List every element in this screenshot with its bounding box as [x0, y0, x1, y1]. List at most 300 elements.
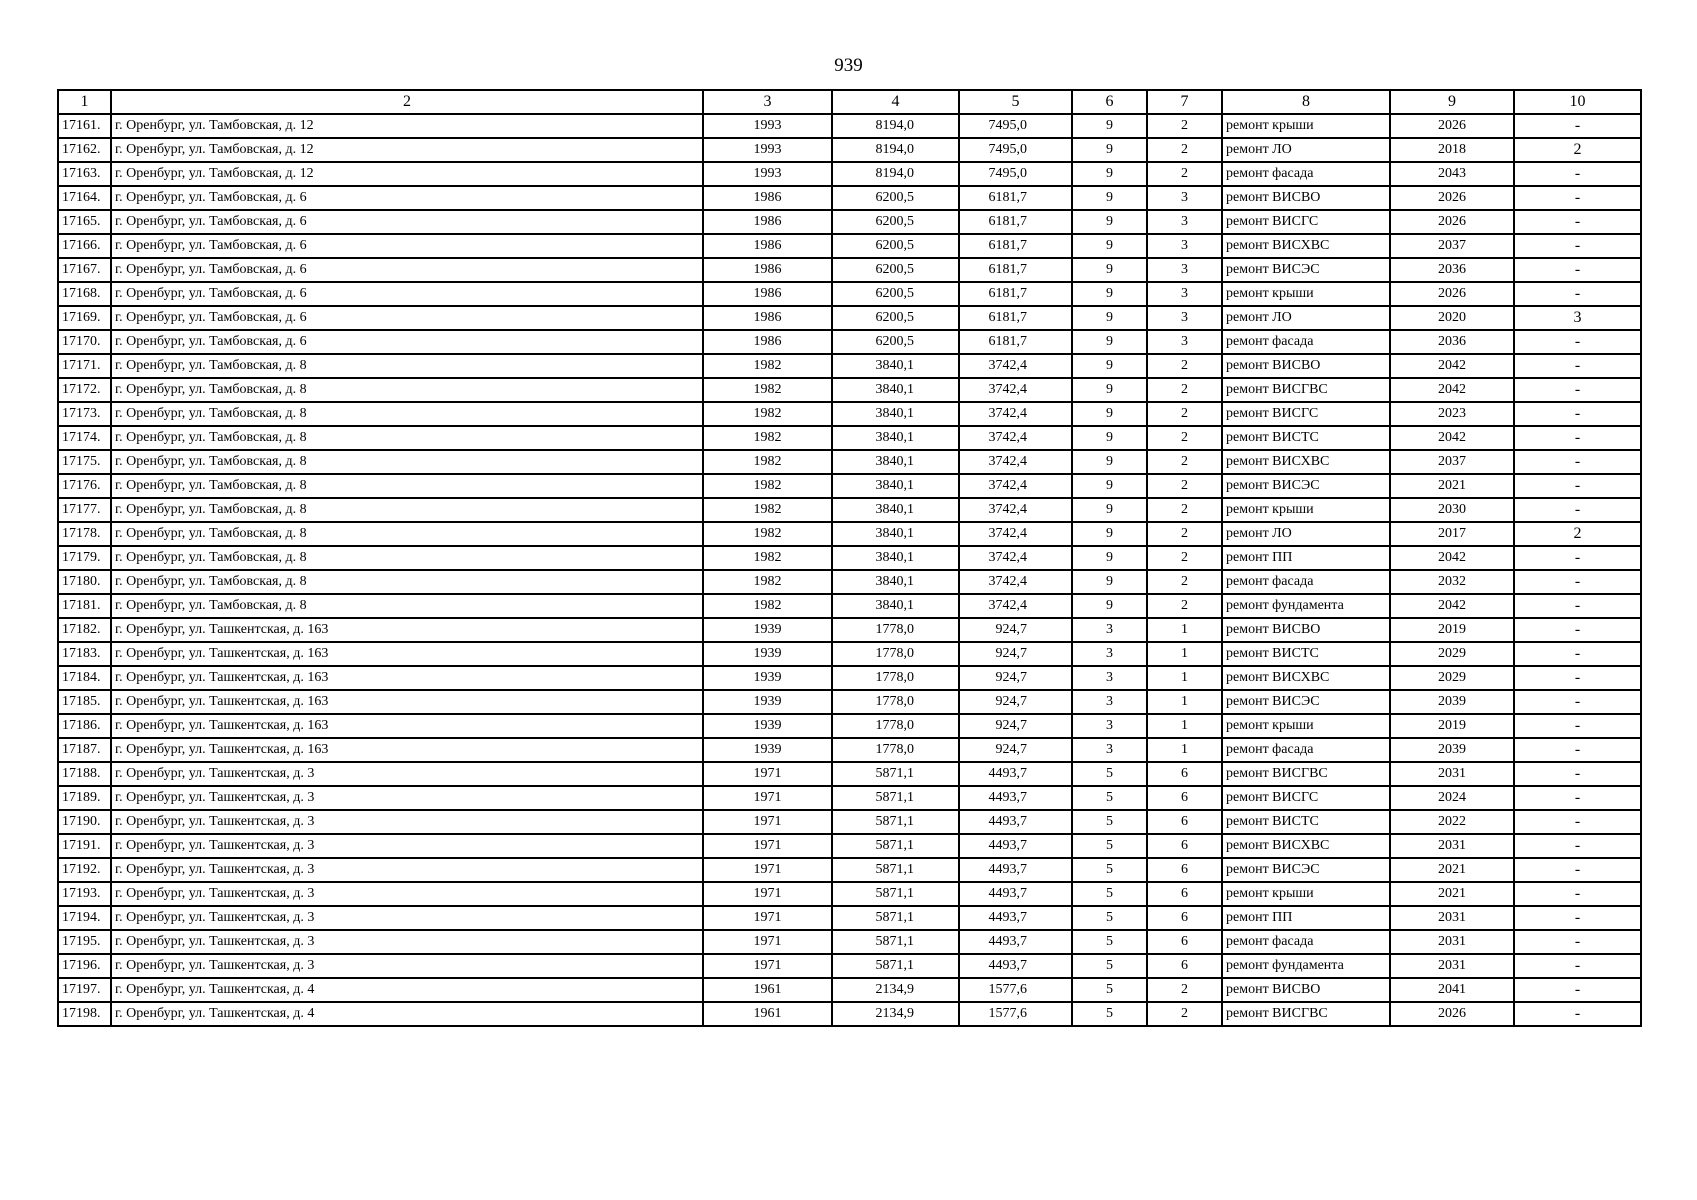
cell-living-area: 3742,4: [959, 378, 1072, 402]
table-body: [58, 114, 1641, 1026]
cell-total-area: 1778,0: [832, 642, 959, 666]
table-row: [58, 906, 1641, 930]
cell-year-built: 1986: [703, 306, 832, 330]
cell-address: г. Оренбург, ул. Ташкентская, д. 3: [111, 930, 703, 954]
cell-total-area: 3840,1: [832, 426, 959, 450]
cell-year-built: 1939: [703, 690, 832, 714]
cell-year-built: 1986: [703, 210, 832, 234]
cell-work-type: ремонт ВИСГВС: [1222, 378, 1390, 402]
cell-row-number: 17181.: [58, 594, 111, 618]
cell-work-type: ремонт ЛО: [1222, 522, 1390, 546]
cell-row-number: 17168.: [58, 282, 111, 306]
cell-row-number: 17185.: [58, 690, 111, 714]
table-row: [58, 594, 1641, 618]
cell-floors: 5: [1072, 954, 1147, 978]
cell-year-built: 1939: [703, 642, 832, 666]
cell-work-type: ремонт ВИСХВС: [1222, 834, 1390, 858]
cell-address: г. Оренбург, ул. Тамбовская, д. 12: [111, 114, 703, 138]
cell-column-10: -: [1514, 618, 1641, 642]
cell-total-area: 5871,1: [832, 930, 959, 954]
cell-column-10: -: [1514, 378, 1641, 402]
cell-planned-year: 2031: [1390, 906, 1514, 930]
cell-year-built: 1971: [703, 930, 832, 954]
cell-row-number: 17196.: [58, 954, 111, 978]
cell-total-area: 6200,5: [832, 306, 959, 330]
cell-floors: 5: [1072, 906, 1147, 930]
table-header-row: [58, 90, 1641, 114]
cell-floors: 9: [1072, 546, 1147, 570]
cell-floors: 3: [1072, 642, 1147, 666]
cell-living-area: 7495,0: [959, 114, 1072, 138]
cell-floors: 9: [1072, 282, 1147, 306]
cell-entrances: 2: [1147, 522, 1222, 546]
cell-work-type: ремонт фасада: [1222, 738, 1390, 762]
cell-entrances: 6: [1147, 858, 1222, 882]
cell-living-area: 3742,4: [959, 474, 1072, 498]
cell-work-type: ремонт ВИСЭС: [1222, 258, 1390, 282]
cell-address: г. Оренбург, ул. Ташкентская, д. 3: [111, 834, 703, 858]
cell-work-type: ремонт ВИСВО: [1222, 354, 1390, 378]
cell-total-area: 1778,0: [832, 618, 959, 642]
cell-column-10: -: [1514, 234, 1641, 258]
cell-column-10: -: [1514, 258, 1641, 282]
cell-planned-year: 2041: [1390, 978, 1514, 1002]
cell-planned-year: 2039: [1390, 690, 1514, 714]
cell-living-area: 6181,7: [959, 330, 1072, 354]
cell-address: г. Оренбург, ул. Ташкентская, д. 163: [111, 618, 703, 642]
table-row: [58, 210, 1641, 234]
cell-row-number: 17179.: [58, 546, 111, 570]
table-row: [58, 930, 1641, 954]
table-row: [58, 402, 1641, 426]
cell-floors: 9: [1072, 162, 1147, 186]
cell-work-type: ремонт крыши: [1222, 498, 1390, 522]
cell-entrances: 2: [1147, 162, 1222, 186]
cell-planned-year: 2043: [1390, 162, 1514, 186]
table-row: [58, 162, 1641, 186]
cell-row-number: 17192.: [58, 858, 111, 882]
cell-floors: 9: [1072, 498, 1147, 522]
cell-planned-year: 2023: [1390, 402, 1514, 426]
cell-entrances: 3: [1147, 210, 1222, 234]
cell-address: г. Оренбург, ул. Тамбовская, д. 6: [111, 210, 703, 234]
table-row: [58, 834, 1641, 858]
cell-entrances: 2: [1147, 354, 1222, 378]
cell-column-10: -: [1514, 570, 1641, 594]
cell-living-area: 3742,4: [959, 570, 1072, 594]
cell-total-area: 3840,1: [832, 402, 959, 426]
cell-living-area: 3742,4: [959, 522, 1072, 546]
cell-planned-year: 2036: [1390, 330, 1514, 354]
cell-year-built: 1939: [703, 714, 832, 738]
cell-planned-year: 2031: [1390, 762, 1514, 786]
cell-floors: 9: [1072, 210, 1147, 234]
cell-work-type: ремонт ВИСХВС: [1222, 450, 1390, 474]
cell-work-type: ремонт ВИСГВС: [1222, 1002, 1390, 1026]
cell-floors: 9: [1072, 450, 1147, 474]
cell-living-area: 924,7: [959, 738, 1072, 762]
cell-planned-year: 2042: [1390, 546, 1514, 570]
cell-entrances: 6: [1147, 762, 1222, 786]
cell-row-number: 17170.: [58, 330, 111, 354]
table-row: [58, 330, 1641, 354]
cell-column-10: -: [1514, 354, 1641, 378]
cell-row-number: 17186.: [58, 714, 111, 738]
cell-entrances: 3: [1147, 234, 1222, 258]
cell-work-type: ремонт ВИСВО: [1222, 978, 1390, 1002]
table-row: [58, 978, 1641, 1002]
cell-work-type: ремонт ЛО: [1222, 306, 1390, 330]
table-row: [58, 282, 1641, 306]
cell-row-number: 17166.: [58, 234, 111, 258]
cell-work-type: ремонт фасада: [1222, 330, 1390, 354]
table-row: [58, 570, 1641, 594]
cell-total-area: 8194,0: [832, 162, 959, 186]
cell-address: г. Оренбург, ул. Тамбовская, д. 8: [111, 546, 703, 570]
cell-total-area: 3840,1: [832, 378, 959, 402]
cell-total-area: 5871,1: [832, 786, 959, 810]
cell-work-type: ремонт ВИСХВС: [1222, 666, 1390, 690]
cell-address: г. Оренбург, ул. Тамбовская, д. 8: [111, 498, 703, 522]
cell-planned-year: 2021: [1390, 474, 1514, 498]
cell-entrances: 1: [1147, 714, 1222, 738]
cell-year-built: 1993: [703, 162, 832, 186]
column-header-10: 10: [1514, 90, 1641, 114]
cell-column-10: -: [1514, 1002, 1641, 1026]
cell-year-built: 1939: [703, 666, 832, 690]
cell-living-area: 7495,0: [959, 162, 1072, 186]
cell-year-built: 1993: [703, 114, 832, 138]
cell-floors: 9: [1072, 378, 1147, 402]
cell-address: г. Оренбург, ул. Тамбовская, д. 6: [111, 282, 703, 306]
cell-year-built: 1971: [703, 954, 832, 978]
column-header-9: 9: [1390, 90, 1514, 114]
cell-entrances: 6: [1147, 930, 1222, 954]
cell-floors: 9: [1072, 306, 1147, 330]
cell-column-10: -: [1514, 930, 1641, 954]
cell-year-built: 1971: [703, 810, 832, 834]
cell-entrances: 1: [1147, 738, 1222, 762]
table-row: [58, 378, 1641, 402]
cell-entrances: 2: [1147, 570, 1222, 594]
cell-entrances: 2: [1147, 474, 1222, 498]
cell-address: г. Оренбург, ул. Тамбовская, д. 8: [111, 594, 703, 618]
cell-address: г. Оренбург, ул. Тамбовская, д. 8: [111, 354, 703, 378]
cell-living-area: 3742,4: [959, 546, 1072, 570]
cell-floors: 9: [1072, 354, 1147, 378]
cell-address: г. Оренбург, ул. Ташкентская, д. 3: [111, 954, 703, 978]
cell-row-number: 17195.: [58, 930, 111, 954]
cell-column-10: -: [1514, 906, 1641, 930]
cell-year-built: 1971: [703, 834, 832, 858]
cell-planned-year: 2019: [1390, 618, 1514, 642]
cell-row-number: 17162.: [58, 138, 111, 162]
cell-column-10: -: [1514, 162, 1641, 186]
cell-total-area: 2134,9: [832, 1002, 959, 1026]
cell-floors: 5: [1072, 786, 1147, 810]
cell-address: г. Оренбург, ул. Тамбовская, д. 12: [111, 162, 703, 186]
cell-work-type: ремонт фасада: [1222, 162, 1390, 186]
cell-living-area: 4493,7: [959, 882, 1072, 906]
column-header-6: 6: [1072, 90, 1147, 114]
cell-living-area: 924,7: [959, 666, 1072, 690]
cell-planned-year: 2031: [1390, 930, 1514, 954]
table-row: [58, 186, 1641, 210]
cell-row-number: 17164.: [58, 186, 111, 210]
cell-year-built: 1982: [703, 426, 832, 450]
table-row: [58, 714, 1641, 738]
cell-planned-year: 2036: [1390, 258, 1514, 282]
cell-column-10: -: [1514, 426, 1641, 450]
cell-total-area: 5871,1: [832, 906, 959, 930]
cell-column-10: -: [1514, 810, 1641, 834]
repair-registry-table: [57, 89, 1642, 1027]
cell-planned-year: 2029: [1390, 666, 1514, 690]
cell-floors: 5: [1072, 978, 1147, 1002]
cell-entrances: 2: [1147, 114, 1222, 138]
cell-row-number: 17173.: [58, 402, 111, 426]
cell-address: г. Оренбург, ул. Тамбовская, д. 8: [111, 570, 703, 594]
cell-work-type: ремонт ВИСВО: [1222, 618, 1390, 642]
cell-column-10: -: [1514, 594, 1641, 618]
cell-row-number: 17161.: [58, 114, 111, 138]
cell-column-10: -: [1514, 498, 1641, 522]
cell-planned-year: 2026: [1390, 282, 1514, 306]
cell-work-type: ремонт ВИСХВС: [1222, 234, 1390, 258]
table-row: [58, 138, 1641, 162]
cell-row-number: 17169.: [58, 306, 111, 330]
cell-total-area: 5871,1: [832, 954, 959, 978]
table-row: [58, 426, 1641, 450]
cell-address: г. Оренбург, ул. Тамбовская, д. 8: [111, 426, 703, 450]
cell-total-area: 3840,1: [832, 570, 959, 594]
table-row: [58, 666, 1641, 690]
cell-row-number: 17163.: [58, 162, 111, 186]
cell-address: г. Оренбург, ул. Ташкентская, д. 3: [111, 810, 703, 834]
cell-living-area: 3742,4: [959, 498, 1072, 522]
cell-year-built: 1971: [703, 858, 832, 882]
cell-year-built: 1993: [703, 138, 832, 162]
cell-total-area: 2134,9: [832, 978, 959, 1002]
cell-row-number: 17183.: [58, 642, 111, 666]
cell-planned-year: 2022: [1390, 810, 1514, 834]
cell-work-type: ремонт крыши: [1222, 282, 1390, 306]
cell-column-10: -: [1514, 402, 1641, 426]
cell-row-number: 17193.: [58, 882, 111, 906]
cell-column-10: -: [1514, 330, 1641, 354]
cell-address: г. Оренбург, ул. Тамбовская, д. 6: [111, 234, 703, 258]
cell-address: г. Оренбург, ул. Ташкентская, д. 4: [111, 1002, 703, 1026]
table-row: [58, 498, 1641, 522]
cell-column-10: -: [1514, 474, 1641, 498]
cell-year-built: 1986: [703, 234, 832, 258]
cell-row-number: 17171.: [58, 354, 111, 378]
table-row: [58, 618, 1641, 642]
cell-year-built: 1982: [703, 546, 832, 570]
cell-column-10: -: [1514, 450, 1641, 474]
cell-row-number: 17172.: [58, 378, 111, 402]
cell-column-10: -: [1514, 642, 1641, 666]
cell-entrances: 2: [1147, 978, 1222, 1002]
cell-year-built: 1982: [703, 498, 832, 522]
cell-entrances: 6: [1147, 834, 1222, 858]
cell-work-type: ремонт фундамента: [1222, 594, 1390, 618]
cell-living-area: 4493,7: [959, 930, 1072, 954]
cell-work-type: ремонт фасада: [1222, 930, 1390, 954]
cell-living-area: 7495,0: [959, 138, 1072, 162]
table-row: [58, 306, 1641, 330]
cell-floors: 5: [1072, 762, 1147, 786]
cell-entrances: 6: [1147, 810, 1222, 834]
cell-entrances: 2: [1147, 426, 1222, 450]
table-row: [58, 234, 1641, 258]
table-row: [58, 450, 1641, 474]
cell-planned-year: 2039: [1390, 738, 1514, 762]
cell-year-built: 1971: [703, 882, 832, 906]
cell-total-area: 6200,5: [832, 258, 959, 282]
cell-living-area: 6181,7: [959, 234, 1072, 258]
cell-floors: 3: [1072, 738, 1147, 762]
cell-total-area: 3840,1: [832, 522, 959, 546]
cell-planned-year: 2018: [1390, 138, 1514, 162]
cell-address: г. Оренбург, ул. Тамбовская, д. 6: [111, 306, 703, 330]
cell-row-number: 17190.: [58, 810, 111, 834]
cell-total-area: 5871,1: [832, 834, 959, 858]
cell-entrances: 2: [1147, 378, 1222, 402]
cell-address: г. Оренбург, ул. Ташкентская, д. 163: [111, 738, 703, 762]
cell-floors: 9: [1072, 426, 1147, 450]
cell-living-area: 6181,7: [959, 186, 1072, 210]
cell-floors: 9: [1072, 522, 1147, 546]
cell-row-number: 17198.: [58, 1002, 111, 1026]
cell-column-10: -: [1514, 546, 1641, 570]
table-row: [58, 810, 1641, 834]
cell-year-built: 1986: [703, 258, 832, 282]
cell-entrances: 3: [1147, 282, 1222, 306]
cell-entrances: 2: [1147, 138, 1222, 162]
cell-column-10: -: [1514, 210, 1641, 234]
cell-address: г. Оренбург, ул. Ташкентская, д. 163: [111, 714, 703, 738]
table-row: [58, 546, 1641, 570]
cell-column-10: -: [1514, 882, 1641, 906]
cell-address: г. Оренбург, ул. Тамбовская, д. 8: [111, 522, 703, 546]
column-header-5: 5: [959, 90, 1072, 114]
cell-total-area: 5871,1: [832, 882, 959, 906]
cell-total-area: 3840,1: [832, 354, 959, 378]
cell-planned-year: 2021: [1390, 858, 1514, 882]
cell-planned-year: 2037: [1390, 450, 1514, 474]
cell-entrances: 3: [1147, 306, 1222, 330]
cell-row-number: 17178.: [58, 522, 111, 546]
cell-work-type: ремонт крыши: [1222, 114, 1390, 138]
cell-column-10: 2: [1514, 522, 1641, 546]
cell-total-area: 3840,1: [832, 450, 959, 474]
cell-living-area: 924,7: [959, 690, 1072, 714]
cell-work-type: ремонт ПП: [1222, 906, 1390, 930]
cell-address: г. Оренбург, ул. Тамбовская, д. 6: [111, 186, 703, 210]
column-header-4: 4: [832, 90, 959, 114]
cell-planned-year: 2031: [1390, 834, 1514, 858]
table-row: [58, 738, 1641, 762]
cell-planned-year: 2026: [1390, 186, 1514, 210]
cell-living-area: 4493,7: [959, 834, 1072, 858]
cell-planned-year: 2029: [1390, 642, 1514, 666]
cell-row-number: 17187.: [58, 738, 111, 762]
cell-address: г. Оренбург, ул. Ташкентская, д. 3: [111, 786, 703, 810]
column-header-1: 1: [58, 90, 111, 114]
cell-living-area: 3742,4: [959, 402, 1072, 426]
cell-year-built: 1982: [703, 474, 832, 498]
cell-total-area: 8194,0: [832, 114, 959, 138]
cell-total-area: 1778,0: [832, 714, 959, 738]
cell-total-area: 3840,1: [832, 474, 959, 498]
cell-year-built: 1971: [703, 906, 832, 930]
cell-row-number: 17175.: [58, 450, 111, 474]
cell-floors: 9: [1072, 186, 1147, 210]
cell-floors: 5: [1072, 1002, 1147, 1026]
cell-floors: 9: [1072, 114, 1147, 138]
cell-total-area: 6200,5: [832, 186, 959, 210]
cell-total-area: 8194,0: [832, 138, 959, 162]
cell-living-area: 4493,7: [959, 810, 1072, 834]
cell-column-10: -: [1514, 282, 1641, 306]
cell-year-built: 1939: [703, 738, 832, 762]
cell-row-number: 17188.: [58, 762, 111, 786]
cell-floors: 3: [1072, 618, 1147, 642]
cell-total-area: 3840,1: [832, 546, 959, 570]
cell-living-area: 3742,4: [959, 354, 1072, 378]
cell-year-built: 1986: [703, 282, 832, 306]
cell-floors: 3: [1072, 666, 1147, 690]
cell-entrances: 1: [1147, 690, 1222, 714]
table-row: [58, 882, 1641, 906]
table-row: [58, 690, 1641, 714]
cell-work-type: ремонт ВИСЭС: [1222, 474, 1390, 498]
cell-column-10: -: [1514, 690, 1641, 714]
cell-address: г. Оренбург, ул. Ташкентская, д. 163: [111, 642, 703, 666]
cell-work-type: ремонт ВИСТС: [1222, 810, 1390, 834]
cell-work-type: ремонт ПП: [1222, 546, 1390, 570]
cell-row-number: 17180.: [58, 570, 111, 594]
cell-address: г. Оренбург, ул. Тамбовская, д. 12: [111, 138, 703, 162]
cell-address: г. Оренбург, ул. Ташкентская, д. 163: [111, 690, 703, 714]
column-header-7: 7: [1147, 90, 1222, 114]
cell-entrances: 6: [1147, 954, 1222, 978]
table-row: [58, 114, 1641, 138]
cell-column-10: -: [1514, 834, 1641, 858]
cell-year-built: 1939: [703, 618, 832, 642]
cell-work-type: ремонт ВИСТС: [1222, 642, 1390, 666]
cell-living-area: 6181,7: [959, 282, 1072, 306]
cell-total-area: 5871,1: [832, 762, 959, 786]
cell-work-type: ремонт ВИСГС: [1222, 402, 1390, 426]
cell-work-type: ремонт ВИСВО: [1222, 186, 1390, 210]
cell-work-type: ремонт ВИСГВС: [1222, 762, 1390, 786]
cell-address: г. Оренбург, ул. Ташкентская, д. 3: [111, 858, 703, 882]
cell-living-area: 4493,7: [959, 906, 1072, 930]
cell-planned-year: 2042: [1390, 354, 1514, 378]
cell-row-number: 17194.: [58, 906, 111, 930]
cell-floors: 9: [1072, 234, 1147, 258]
cell-column-10: -: [1514, 714, 1641, 738]
cell-planned-year: 2017: [1390, 522, 1514, 546]
cell-work-type: ремонт ВИСЭС: [1222, 858, 1390, 882]
cell-living-area: 3742,4: [959, 426, 1072, 450]
column-header-3: 3: [703, 90, 832, 114]
cell-planned-year: 2020: [1390, 306, 1514, 330]
cell-address: г. Оренбург, ул. Ташкентская, д. 3: [111, 906, 703, 930]
page-number: 939: [834, 55, 863, 76]
